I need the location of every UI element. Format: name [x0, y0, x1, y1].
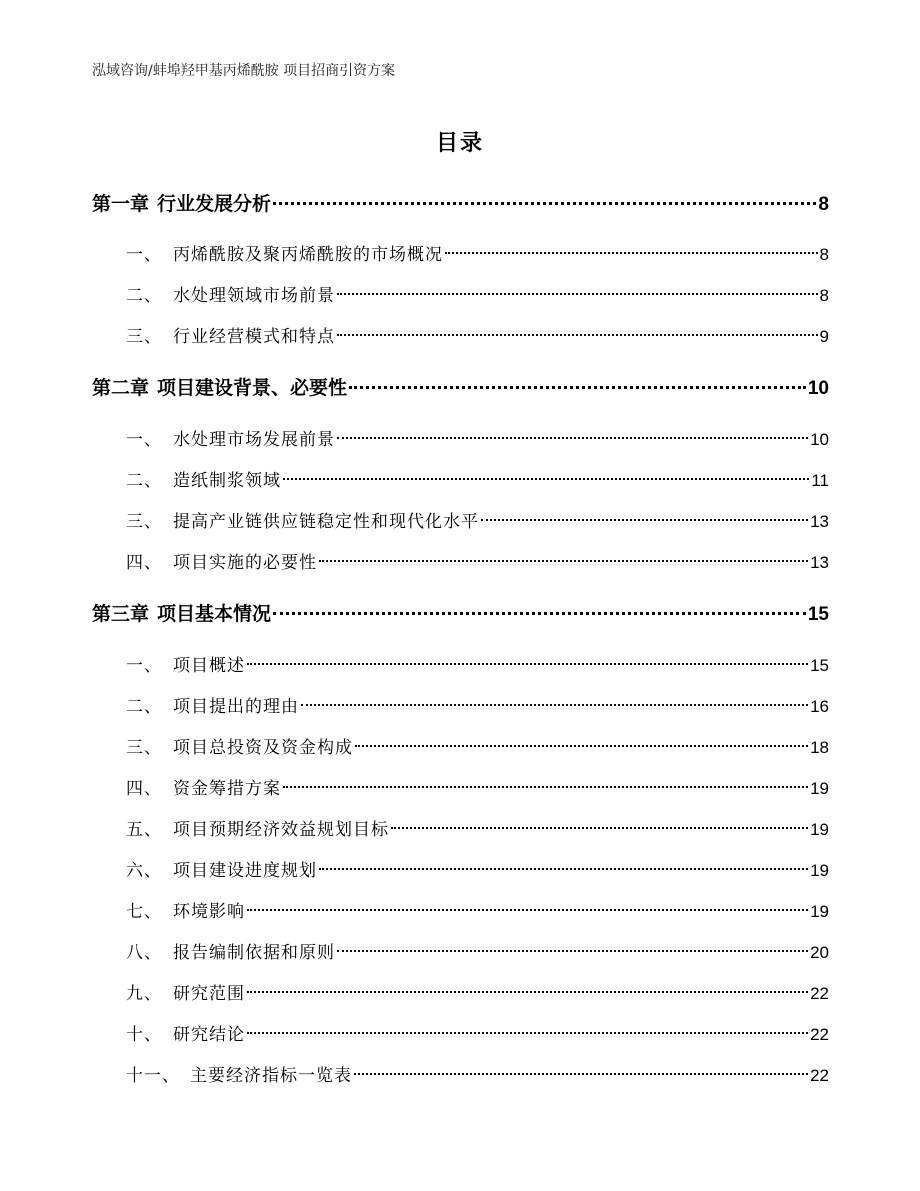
page-number: 15: [807, 604, 829, 625]
dot-leader: [349, 386, 806, 390]
toc-section-3-7[interactable]: [126, 897, 829, 922]
section-title: 行业经营模式和特点: [173, 327, 335, 347]
section-number: 三、: [126, 512, 162, 532]
dot-leader: [283, 478, 809, 482]
section-number: 十一、: [126, 1066, 180, 1086]
section-title: 项目提出的理由: [173, 697, 299, 717]
toc-section-3-10[interactable]: [126, 1020, 829, 1045]
section-title: 项目预期经济效益规划目标: [173, 820, 389, 840]
section-title: 环境影响: [173, 902, 245, 922]
toc-section-2-1[interactable]: [126, 425, 829, 450]
dot-leader: [337, 437, 808, 441]
dot-leader: [481, 519, 808, 523]
section-number: 八、: [126, 943, 162, 963]
section-number: 四、: [126, 553, 162, 573]
page-number: 9: [819, 327, 829, 346]
page-number: 13: [810, 553, 829, 572]
section-number: 三、: [126, 327, 162, 347]
section-title: 项目建设进度规划: [173, 861, 317, 881]
dot-leader: [247, 663, 808, 667]
toc-section-1-3[interactable]: [126, 322, 829, 347]
toc-section-3-5[interactable]: [126, 815, 829, 840]
section-number: 二、: [126, 697, 162, 717]
section-title: 主要经济指标一览表: [190, 1066, 352, 1086]
dot-leader: [337, 950, 808, 954]
toc-section-3-8[interactable]: [126, 938, 829, 963]
page-number: 20: [810, 943, 829, 962]
section-number: 四、: [126, 779, 162, 799]
section-number: 九、: [126, 984, 162, 1004]
section-title: 项目实施的必要性: [173, 553, 317, 573]
page-number: 19: [810, 861, 829, 880]
dot-leader: [273, 612, 806, 616]
section-number: 六、: [126, 861, 162, 881]
section-title: 项目概述: [173, 656, 245, 676]
page-number: 15: [810, 656, 829, 675]
section-title: 研究结论: [173, 1025, 245, 1045]
section-title: 资金筹措方案: [173, 779, 281, 799]
page-header: 泓域咨询/蚌埠羟甲基丙烯酰胺 项目招商引资方案: [92, 63, 396, 79]
chapter-title: 项目建设背景、必要性: [157, 377, 348, 399]
dot-leader: [354, 1073, 808, 1077]
dot-leader: [247, 909, 808, 913]
page-number: 11: [811, 471, 829, 490]
page-number: 10: [807, 378, 829, 399]
page-number: 13: [810, 512, 829, 531]
section-title: 研究范围: [173, 984, 245, 1004]
dot-leader: [247, 1032, 808, 1036]
page-number: 22: [810, 1025, 829, 1044]
dot-leader: [273, 202, 816, 206]
dot-leader: [301, 704, 808, 708]
toc-chapter-2[interactable]: [92, 373, 829, 400]
page-number: 19: [810, 902, 829, 921]
section-number: 一、: [126, 430, 162, 450]
section-number: 三、: [126, 738, 162, 758]
section-number: 二、: [126, 286, 162, 306]
dot-leader: [355, 745, 808, 749]
dot-leader: [337, 334, 818, 338]
dot-leader: [247, 991, 808, 995]
page-number: 8: [819, 245, 829, 264]
toc-chapter-1[interactable]: [92, 189, 829, 216]
dot-leader: [445, 252, 818, 256]
section-number: 一、: [126, 245, 162, 265]
toc-section-3-4[interactable]: [126, 774, 829, 799]
chapter-number: 第二章: [92, 377, 150, 399]
toc-section-3-9[interactable]: [126, 979, 829, 1004]
chapter-title: 行业发展分析: [157, 193, 272, 215]
toc-title: 目录: [435, 131, 484, 156]
section-title: 报告编制依据和原则: [173, 943, 335, 963]
toc-section-1-1[interactable]: [126, 240, 829, 265]
dot-leader: [391, 827, 808, 831]
chapter-number: 第三章: [92, 603, 150, 625]
section-title: 造纸制浆领域: [173, 471, 281, 491]
section-number: 一、: [126, 656, 162, 676]
toc-section-3-1[interactable]: [126, 651, 829, 676]
page-number: 10: [810, 430, 829, 449]
dot-leader: [319, 560, 808, 564]
page-number: 18: [810, 738, 829, 757]
toc-section-3-6[interactable]: [126, 856, 829, 881]
dot-leader: [337, 293, 818, 297]
section-title: 水处理市场发展前景: [173, 430, 335, 450]
page-number: 8: [818, 194, 829, 215]
toc-section-3-11[interactable]: [126, 1061, 829, 1086]
section-title: 项目总投资及资金构成: [173, 738, 353, 758]
section-number: 十、: [126, 1025, 162, 1045]
page-number: 16: [810, 697, 829, 716]
page-number: 19: [810, 820, 829, 839]
toc-chapter-3[interactable]: [92, 599, 829, 626]
page-number: 22: [810, 984, 829, 1003]
toc-section-2-3[interactable]: [126, 507, 829, 532]
chapter-number: 第一章: [92, 193, 150, 215]
section-title: 水处理领域市场前景: [173, 286, 335, 306]
dot-leader: [283, 786, 808, 790]
toc-section-3-3[interactable]: [126, 733, 829, 758]
toc-section-1-2[interactable]: [126, 281, 829, 306]
page-number: 22: [810, 1066, 829, 1085]
page-number: 19: [810, 779, 829, 798]
section-number: 五、: [126, 820, 162, 840]
page-number: 8: [819, 286, 829, 305]
section-number: 七、: [126, 902, 162, 922]
section-number: 二、: [126, 471, 162, 491]
chapter-title: 项目基本情况: [157, 603, 272, 625]
section-title: 提高产业链供应链稳定性和现代化水平: [173, 512, 479, 532]
section-title: 丙烯酰胺及聚丙烯酰胺的市场概况: [173, 245, 443, 265]
toc-section-2-4[interactable]: [126, 548, 829, 573]
dot-leader: [319, 868, 808, 872]
toc-section-3-2[interactable]: [126, 692, 829, 717]
toc-section-2-2[interactable]: [126, 466, 829, 491]
